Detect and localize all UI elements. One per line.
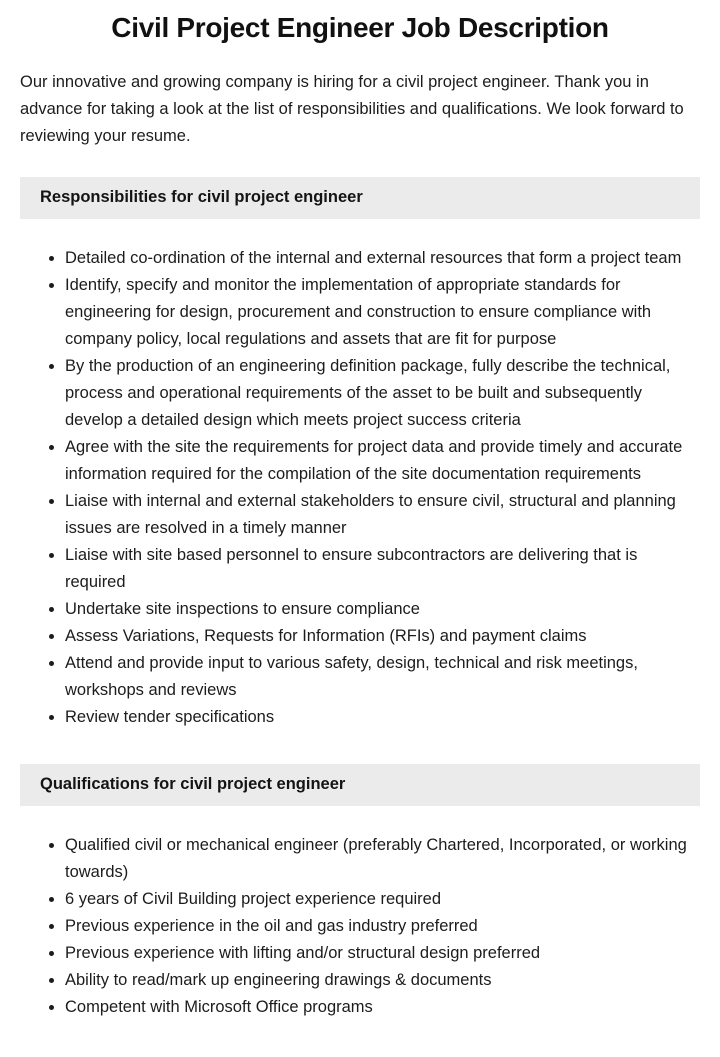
list-item: Agree with the site the requirements for project data and provide timely and accurate information required for the compilation of the site documentation requirements [65, 434, 700, 488]
list-item: Competent with Microsoft Office programs [65, 994, 700, 1021]
list-item: Detailed co-ordination of the internal and external resources that form a project team [65, 245, 700, 272]
list-item: Assess Variations, Requests for Information (RFIs) and payment claims [65, 623, 700, 650]
list-item: Review tender specifications [65, 704, 700, 731]
list-item: Attend and provide input to various safety, design, technical and risk meetings, workshops and reviews [65, 650, 700, 704]
responsibilities-list [20, 245, 700, 731]
section-header-responsibilities [20, 177, 700, 219]
list-item: By the production of an engineering definition package, fully describe the technical, process and operational requirements of the asset to be built and subsequently develop a detailed design which meets project success criteria [65, 353, 700, 434]
list-item: Liaise with internal and external stakeholders to ensure civil, structural and planning issues are resolved in a timely manner [65, 488, 700, 542]
page-title: Civil Project Engineer Job Description [111, 12, 609, 43]
section-heading-text: Qualifications for civil project engineer [40, 775, 346, 793]
qualifications-list [20, 832, 700, 1021]
list-item: Previous experience in the oil and gas industry preferred [65, 913, 700, 940]
section-heading-text: Responsibilities for civil project engineer [40, 188, 363, 206]
list-item: Previous experience with lifting and/or structural design preferred [65, 940, 700, 967]
section-header-qualifications [20, 764, 700, 806]
list-item: Qualified civil or mechanical engineer (preferably Chartered, Incorporated, or working towards) [65, 832, 700, 886]
list-item: 6 years of Civil Building project experience required [65, 886, 700, 913]
list-item: Liaise with site based personnel to ensure subcontractors are delivering that is required [65, 542, 700, 596]
list-item: Undertake site inspections to ensure compliance [65, 596, 700, 623]
list-item: Ability to read/mark up engineering drawings & documents [65, 967, 700, 994]
list-item: Identify, specify and monitor the implementation of appropriate standards for engineering for design, procurement and construction to ensure compliance with company policy, local regulations and assets that are fit for purpose [65, 272, 700, 353]
intro-paragraph: Our innovative and growing company is hiring for a civil project engineer. Thank you in advance for taking a look at the list of responsibilities and qualifications. We look forward to reviewing your resume. [20, 73, 684, 145]
